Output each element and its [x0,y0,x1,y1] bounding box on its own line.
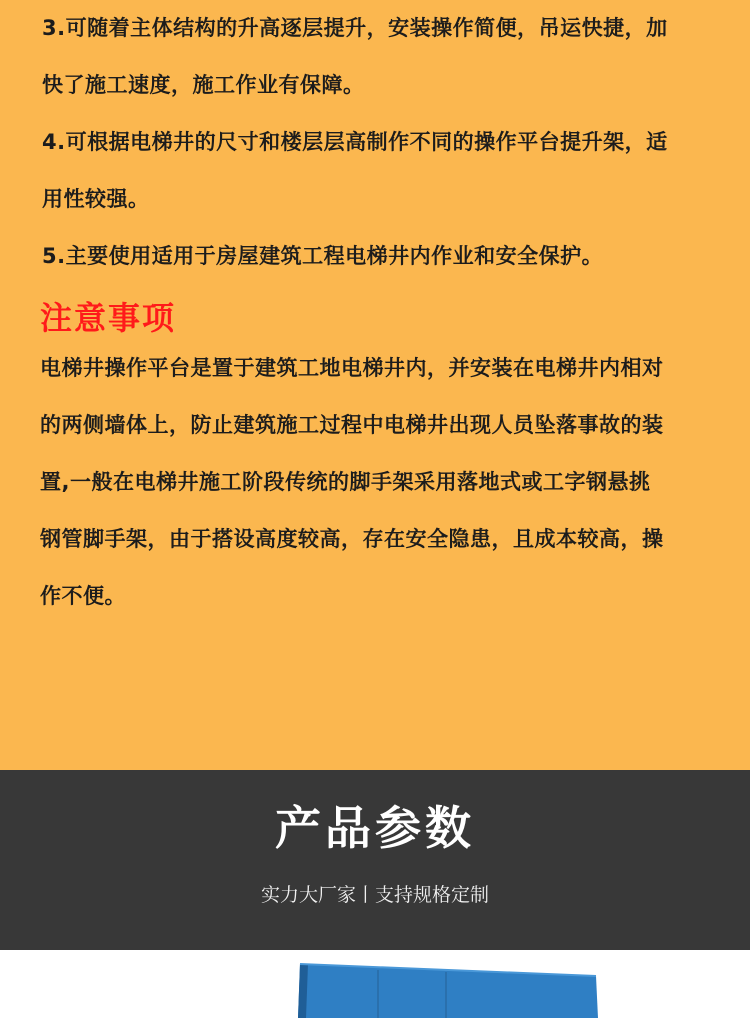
notice-line: 置,一般在电梯井施工阶段传统的脚手架采用落地式或工字钢悬挑 [40,470,651,494]
feature-line: 4.可根据电梯井的尺寸和楼层层高制作不同的操作平台提升架，适 [42,130,668,154]
notice-paragraph [40,340,740,625]
section-title: 产品参数 [275,801,475,855]
notice-line: 钢管脚手架，由于搭设高度较高，存在安全隐患，且成本较高，操 [40,527,664,551]
notice-line: 作不便。 [40,584,126,608]
notice-line: 电梯井操作平台是置于建筑工地电梯井内，并安装在电梯井内相对 [40,356,664,380]
feature-list [42,0,742,285]
feature-line: 用性较强。 [42,187,150,211]
notice-title: 注意事项 [40,299,177,337]
section-subtitle: 实力大厂家丨支持规格定制 [260,884,489,906]
feature-line: 快了施工速度，施工作业有保障。 [42,73,365,97]
feature-line: 5.主要使用适用于房屋建筑工程电梯井内作业和安全保护。 [42,244,604,268]
feature-line: 3.可随着主体结构的升高逐层提升，安装操作简便，吊运快捷，加 [42,16,668,40]
notice-line: 的两侧墙体上，防止建筑施工过程中电梯井出现人员坠落事故的装 [40,413,664,437]
product-platform-graphic [296,962,606,1018]
product-image [296,962,606,1018]
